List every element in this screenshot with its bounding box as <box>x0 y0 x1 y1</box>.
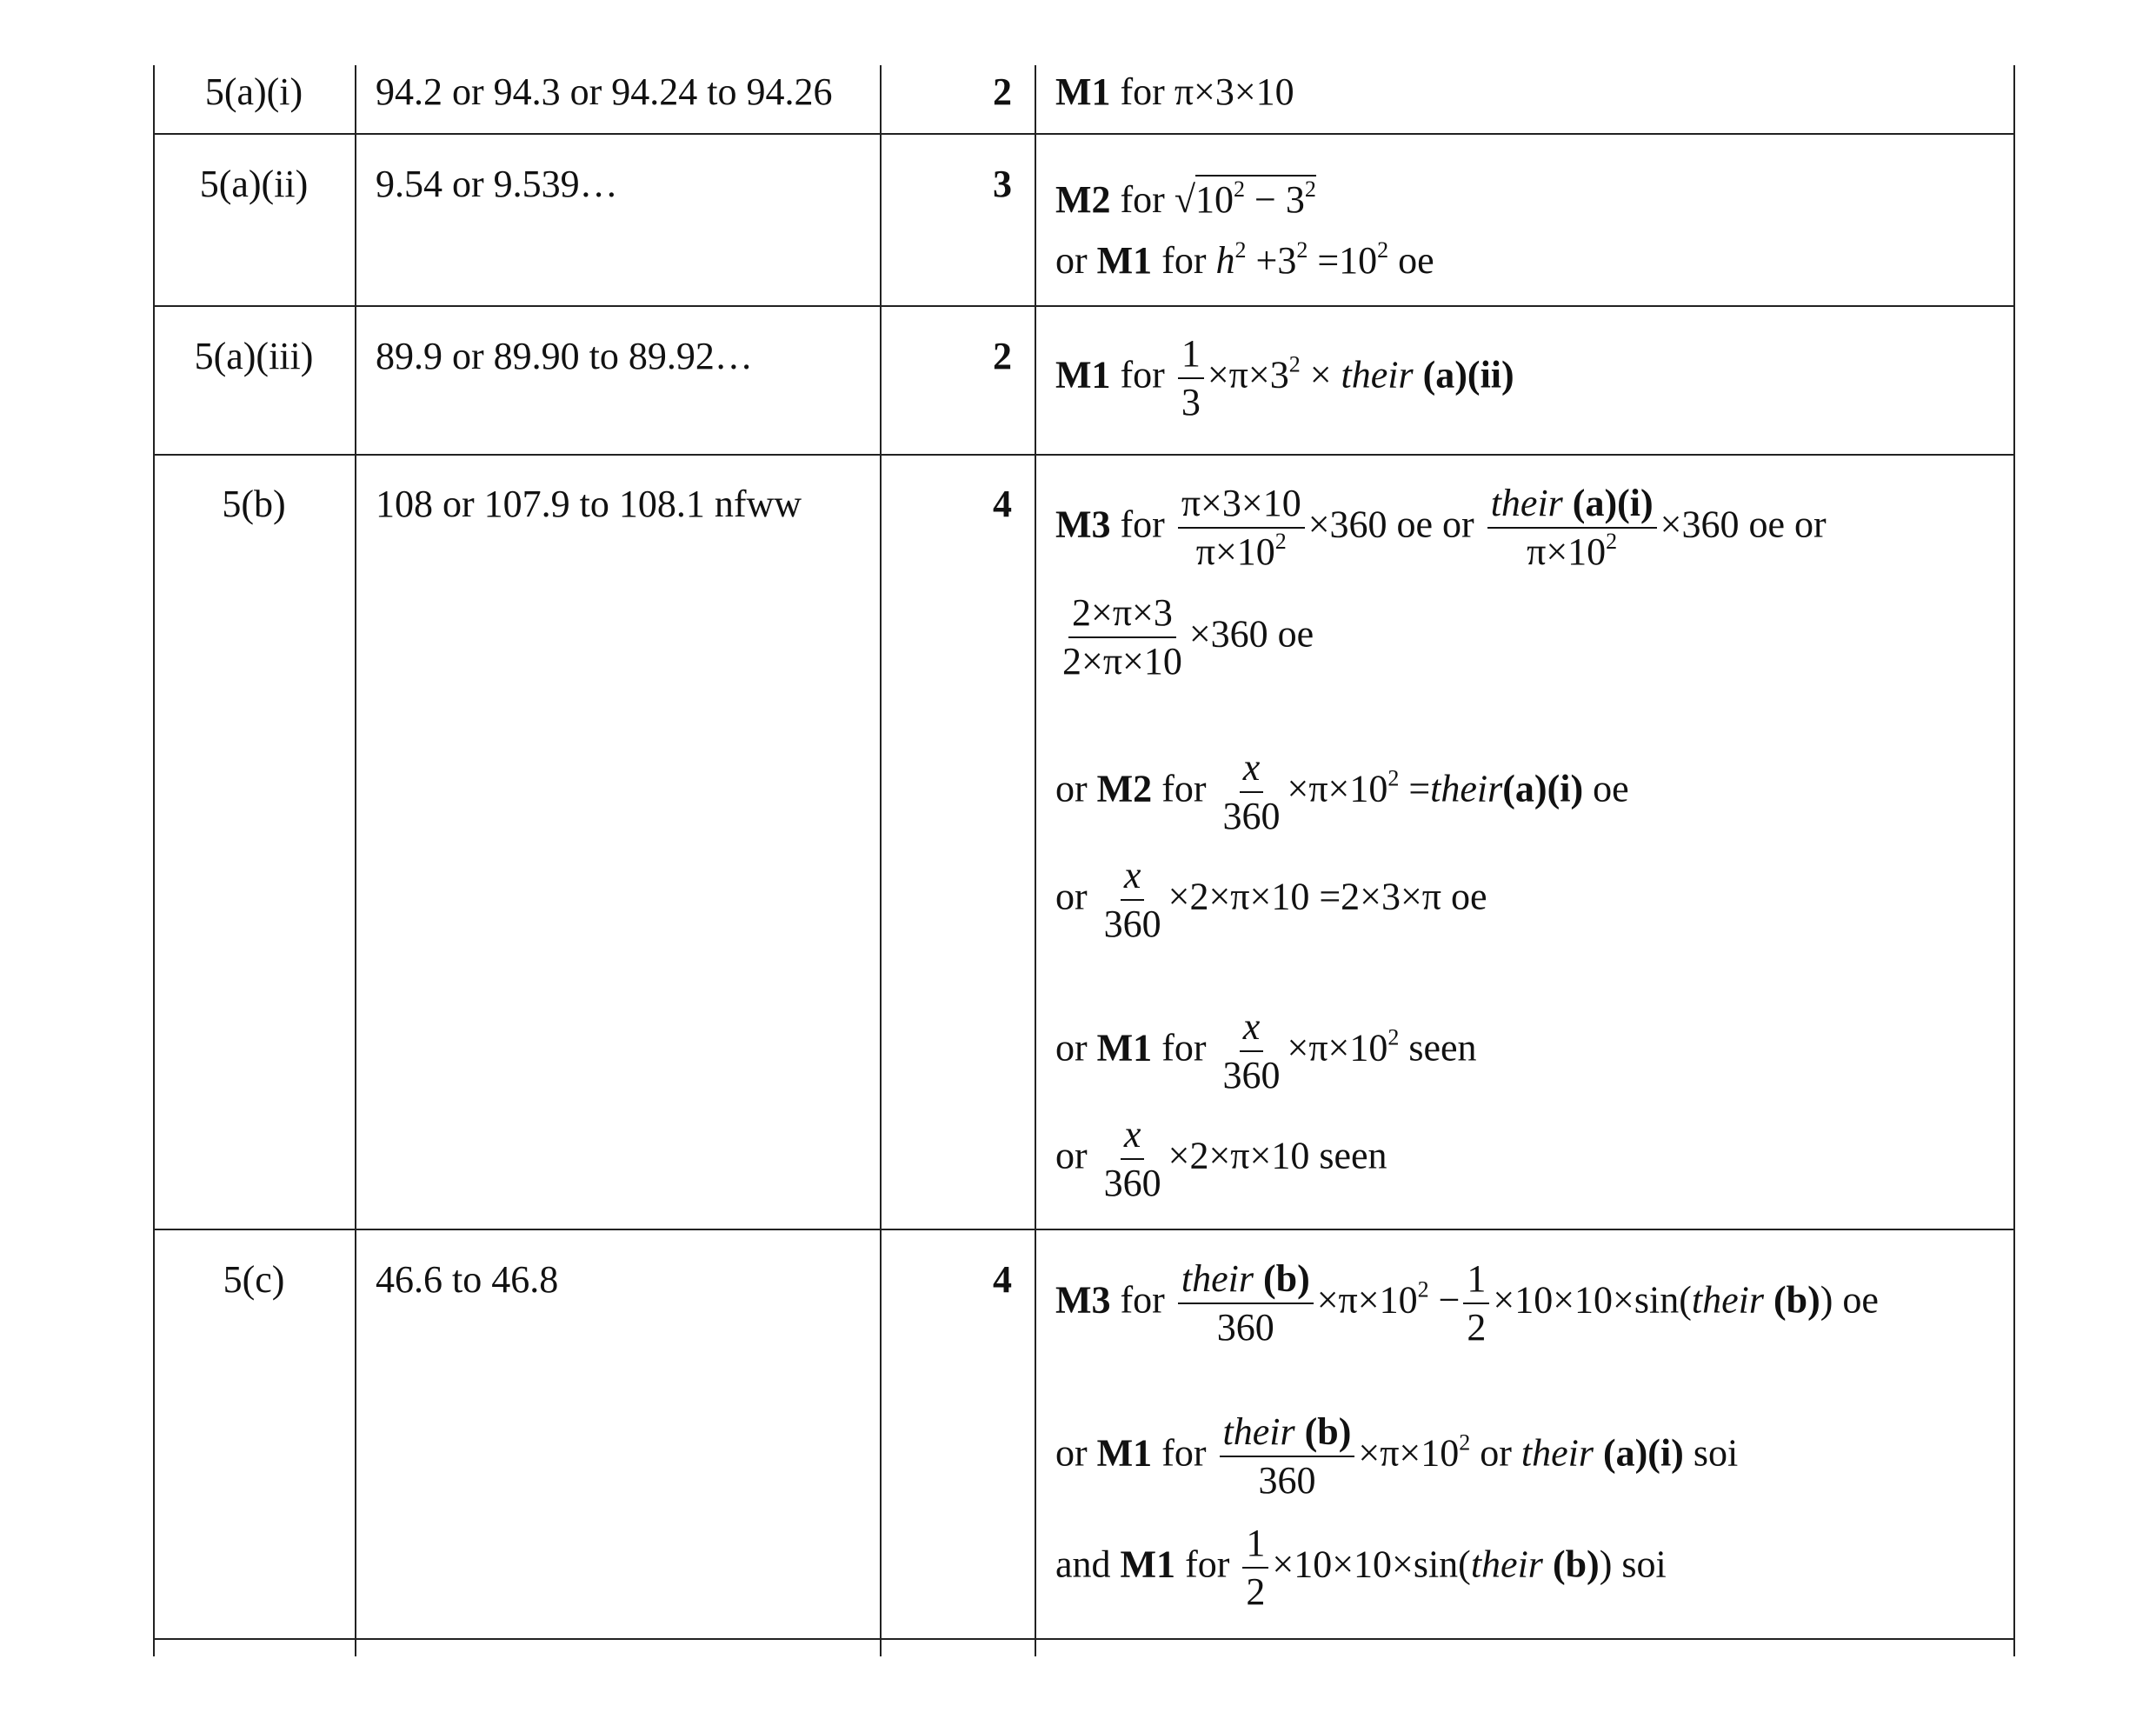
exponent: 2 <box>1459 1429 1471 1456</box>
denominator: 360 <box>1103 903 1161 946</box>
fraction <box>1242 1523 1268 1612</box>
answer: 89.9 or 89.90 to 89.92… <box>376 335 753 377</box>
term: ×π×10 <box>1358 1431 1460 1475</box>
guidance-text: for <box>1175 1542 1240 1586</box>
denominator <box>1523 529 1620 572</box>
exponent: 2 <box>1274 529 1287 555</box>
guidance-text: and <box>1055 1542 1121 1586</box>
denominator: 3 <box>1181 381 1201 424</box>
table-border-left <box>153 65 155 1656</box>
term: π×10 <box>1195 530 1275 574</box>
question-number: 5(a)(iii) <box>194 335 314 377</box>
guidance-text: for π×3×10 <box>1110 70 1294 113</box>
part-reference: (b) <box>1253 1257 1310 1300</box>
fraction <box>1463 1259 1489 1348</box>
term: ×10×10×sin( <box>1493 1278 1692 1322</box>
guidance-text: ×360 oe or <box>1308 503 1484 546</box>
answer: 108 or 107.9 to 108.1 nfww <box>376 483 802 525</box>
term: ×10×10×sin( <box>1272 1542 1471 1586</box>
numerator: 2×π×3 <box>1068 593 1176 638</box>
guidance-text: for <box>1110 1278 1174 1322</box>
guidance-text: or <box>1470 1431 1521 1475</box>
exponent: 2 <box>1304 177 1316 202</box>
marks: 4 <box>993 483 1012 525</box>
part-reference: (a)(i) <box>1502 767 1584 810</box>
guidance <box>1055 748 1629 836</box>
denominator: 360 <box>1103 1162 1161 1205</box>
guidance <box>1055 237 1434 282</box>
question-number: 5(a)(ii) <box>199 163 309 205</box>
question-number: 5(b) <box>222 483 286 525</box>
exponent: 2 <box>1387 1024 1400 1050</box>
denominator: 360 <box>1222 795 1281 838</box>
fraction <box>1487 483 1657 572</box>
marks: 3 <box>993 163 1012 205</box>
exponent: 2 <box>1296 237 1308 263</box>
part-reference: (b) <box>1542 1542 1600 1586</box>
fraction <box>1220 748 1284 836</box>
guidance-text: or <box>1055 239 1097 282</box>
their-label: their <box>1691 1278 1764 1322</box>
column-divider-answer <box>880 65 882 1656</box>
guidance-text: oe <box>1583 767 1629 810</box>
question-number: 5(c) <box>223 1258 285 1301</box>
guidance-text: ) soi <box>1599 1542 1667 1586</box>
term: π×10 <box>1527 530 1607 574</box>
numerator <box>1121 856 1145 901</box>
exponent: 2 <box>1417 1276 1429 1303</box>
part-reference: (b) <box>1294 1410 1352 1453</box>
method-mark: M2 <box>1055 178 1111 221</box>
answer: 46.6 to 46.8 <box>376 1258 559 1301</box>
numerator: 1 <box>1178 334 1204 379</box>
guidance-text: for <box>1110 178 1174 221</box>
guidance-text: seen <box>1399 1026 1477 1069</box>
denominator <box>1193 529 1290 572</box>
guidance-text: or <box>1055 1134 1097 1177</box>
denominator: 360 <box>1216 1306 1274 1349</box>
fraction <box>1101 856 1165 944</box>
marks: 4 <box>993 1258 1012 1301</box>
column-divider-marks <box>1035 65 1036 1656</box>
guidance-text: ×2×π×10 =2×3×π oe <box>1168 875 1487 918</box>
exponent: 2 <box>1377 237 1389 263</box>
guidance-text: ×360 oe <box>1188 612 1314 656</box>
question-number: 5(a)(i) <box>204 70 303 113</box>
exponent: 2 <box>1288 351 1301 377</box>
fraction <box>1178 334 1204 423</box>
guidance-text: or <box>1055 875 1097 918</box>
their-label: their <box>1470 1542 1543 1586</box>
their-label: their <box>1521 1431 1594 1475</box>
guidance-text: for <box>1110 353 1174 396</box>
numerator <box>1178 1259 1314 1304</box>
guidance <box>1055 1259 1879 1348</box>
denominator: 2 <box>1246 1570 1266 1614</box>
guidance <box>1055 856 1487 944</box>
variable: x <box>1242 1005 1261 1048</box>
variable: x <box>1242 746 1261 789</box>
radicand <box>1195 175 1316 221</box>
sqrt-icon: √ <box>1174 178 1195 221</box>
method-mark: M1 <box>1096 1026 1153 1069</box>
answer: 9.54 or 9.539… <box>376 163 618 205</box>
variable: x <box>1123 854 1141 896</box>
term: − <box>1428 1278 1461 1322</box>
term: ×π×10 <box>1316 1278 1418 1322</box>
term: × <box>1300 353 1341 396</box>
denominator: 360 <box>1222 1054 1281 1097</box>
part-reference: (a)(ii) <box>1413 353 1514 396</box>
part-reference: (a)(i) <box>1594 1431 1684 1475</box>
guidance <box>1055 1412 1738 1501</box>
variable: x <box>1123 1113 1141 1156</box>
their-label: their <box>1430 767 1503 810</box>
denominator: 2×π×10 <box>1062 640 1182 683</box>
guidance <box>1055 1007 1477 1096</box>
fraction <box>1178 1259 1314 1348</box>
their-label: their <box>1341 353 1414 396</box>
guidance-text: or <box>1055 767 1097 810</box>
fraction <box>1101 1115 1165 1203</box>
method-mark: M1 <box>1055 353 1111 396</box>
guidance-text: for <box>1152 239 1216 282</box>
numerator <box>1220 1412 1355 1457</box>
fraction <box>1059 593 1186 682</box>
answer: 94.2 or 94.3 or 94.24 to 94.26 <box>376 70 833 113</box>
guidance-text: ×2×π×10 seen <box>1168 1134 1387 1177</box>
exponent: 2 <box>1234 177 1245 202</box>
marks: 2 <box>993 70 1012 113</box>
guidance-text: soi <box>1683 1431 1739 1475</box>
row-divider <box>153 133 2015 135</box>
term: +3 <box>1246 239 1297 282</box>
fraction <box>1178 483 1305 572</box>
fraction <box>1220 1007 1284 1096</box>
part-reference: (b) <box>1763 1278 1820 1322</box>
their-label: their <box>1222 1410 1295 1453</box>
guidance-text: ×360 oe or <box>1660 503 1827 546</box>
their-label: their <box>1181 1257 1254 1300</box>
guidance-text: or <box>1055 1431 1097 1475</box>
marks: 2 <box>993 335 1012 377</box>
guidance-text: oe <box>1388 239 1434 282</box>
guidance-text: for <box>1110 503 1174 546</box>
method-mark: M1 <box>1096 239 1153 282</box>
term: − 3 <box>1245 178 1305 221</box>
term: 10 <box>1195 178 1234 221</box>
exponent: 2 <box>1387 765 1400 791</box>
numerator: 1 <box>1242 1523 1268 1569</box>
row-divider <box>153 305 2015 307</box>
numerator <box>1487 483 1657 529</box>
variable: h <box>1215 239 1235 282</box>
table-border-right <box>2013 65 2015 1656</box>
term: ×π×3 <box>1207 353 1289 396</box>
row-divider <box>153 1638 2015 1640</box>
term: = <box>1399 767 1431 810</box>
column-divider-question <box>355 65 356 1656</box>
exponent: 2 <box>1234 237 1247 263</box>
guidance <box>1055 1523 1667 1612</box>
numerator <box>1240 1007 1264 1052</box>
numerator: 1 <box>1463 1259 1489 1304</box>
row-divider <box>153 1229 2015 1230</box>
numerator: π×3×10 <box>1178 483 1305 529</box>
term: ×π×10 <box>1287 767 1388 810</box>
guidance <box>1055 483 1827 572</box>
guidance <box>1055 334 1514 423</box>
part-reference: (a)(i) <box>1562 482 1654 524</box>
method-mark: M2 <box>1096 767 1153 810</box>
guidance <box>1055 70 1294 113</box>
numerator <box>1240 748 1264 793</box>
denominator: 360 <box>1258 1459 1316 1502</box>
guidance <box>1055 593 1314 682</box>
method-mark: M3 <box>1055 1278 1111 1322</box>
method-mark: M1 <box>1096 1431 1153 1475</box>
row-divider <box>153 454 2015 456</box>
guidance-text: or <box>1055 1026 1097 1069</box>
their-label: their <box>1490 482 1563 524</box>
exponent: 2 <box>1606 529 1618 555</box>
guidance <box>1055 1115 1387 1203</box>
term: ×π×10 <box>1287 1026 1388 1069</box>
method-mark: M3 <box>1055 503 1111 546</box>
method-mark: M1 <box>1055 70 1111 113</box>
guidance-text: ) oe <box>1820 1278 1879 1322</box>
numerator <box>1121 1115 1145 1160</box>
guidance-text: for <box>1152 767 1216 810</box>
fraction <box>1220 1412 1355 1501</box>
guidance-text: for <box>1152 1026 1216 1069</box>
denominator: 2 <box>1467 1306 1487 1349</box>
term: =10 <box>1308 239 1378 282</box>
guidance <box>1055 177 1316 221</box>
guidance-text: for <box>1152 1431 1216 1475</box>
method-mark: M1 <box>1120 1542 1176 1586</box>
